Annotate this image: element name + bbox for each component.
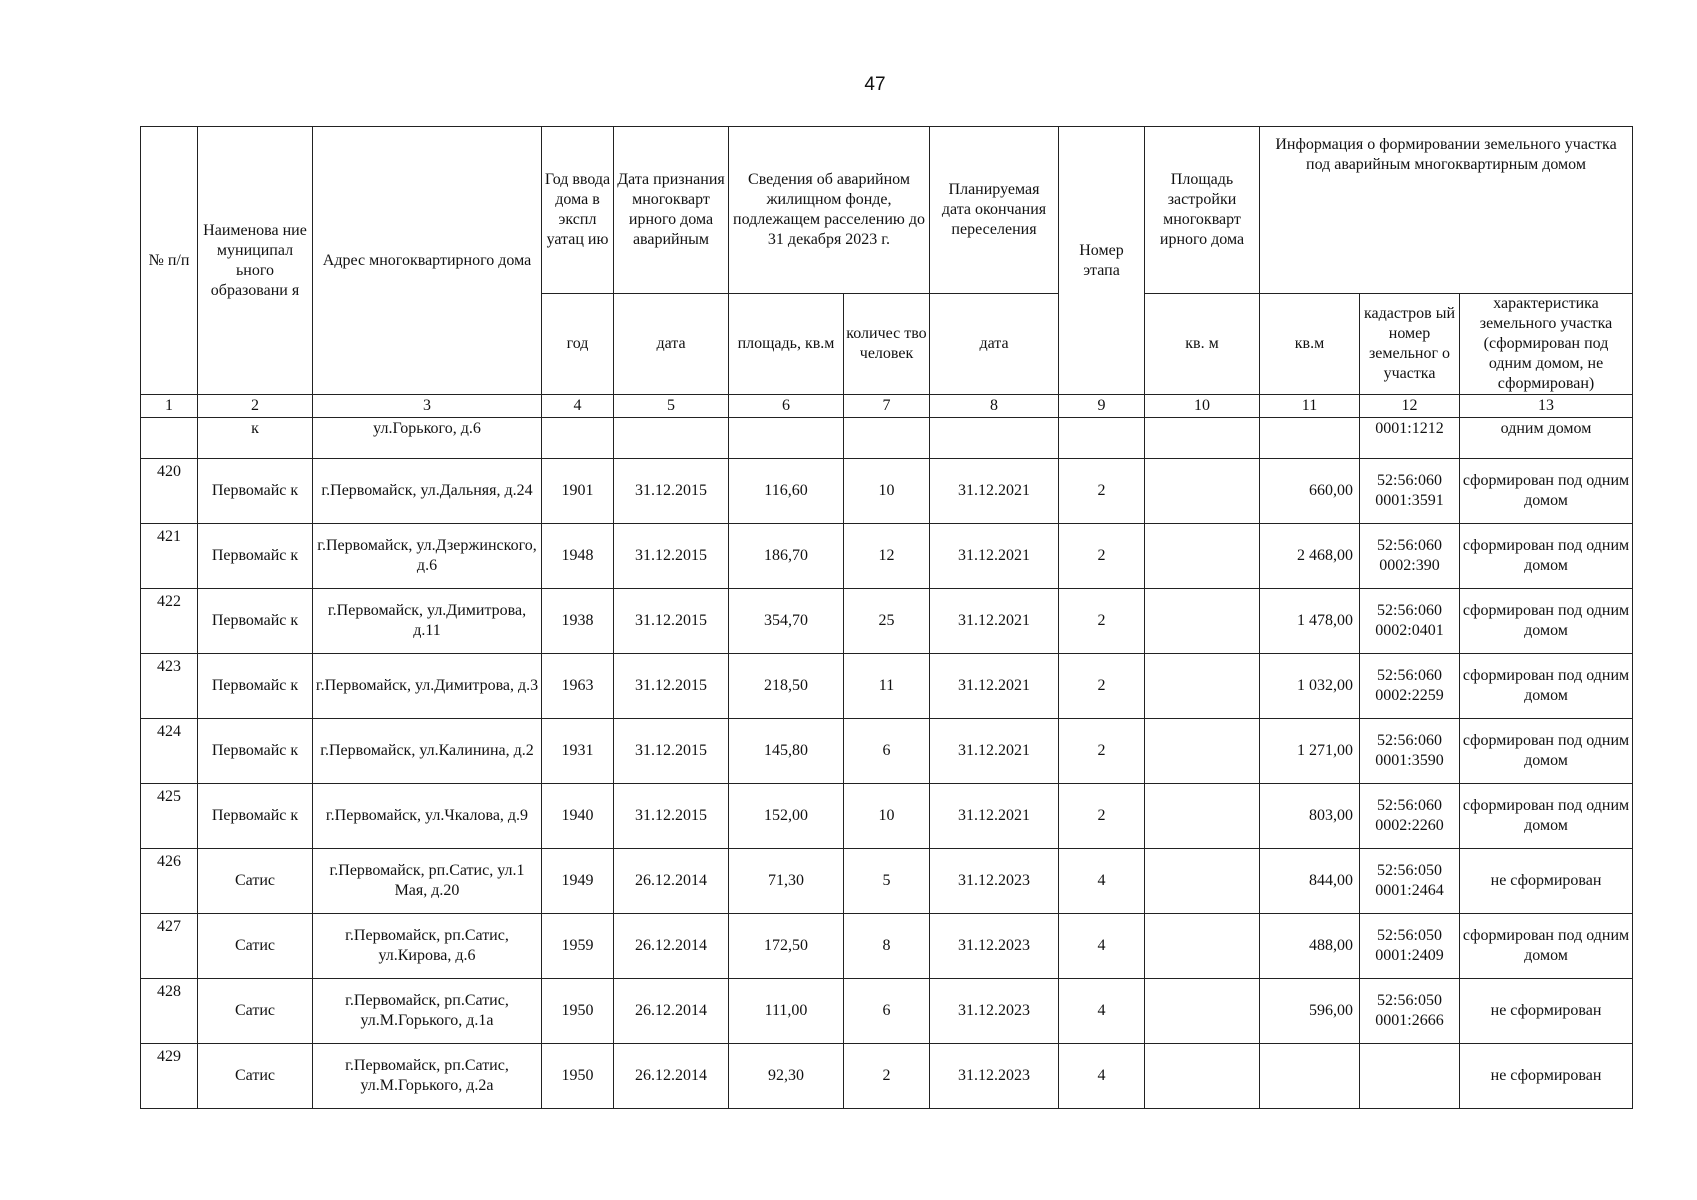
- column-number: 4: [542, 395, 614, 418]
- column-number: 13: [1460, 395, 1633, 418]
- cell-people: 10: [844, 459, 930, 524]
- cell-people: 6: [844, 719, 930, 784]
- column-number: 12: [1360, 395, 1460, 418]
- cell-building-area: [1145, 979, 1260, 1044]
- table-row: [141, 784, 1633, 849]
- cell-land-char: сформирован под одним домом: [1460, 784, 1633, 849]
- cell-address: г.Первомайск, ул.Димитрова, д.11: [313, 589, 542, 654]
- cell-building-area: [1145, 719, 1260, 784]
- cell-municipality: Первомайс к: [198, 654, 313, 719]
- cell-stage: 2: [1059, 459, 1145, 524]
- cell-municipality: Сатис: [198, 979, 313, 1044]
- cell-planned-end: 31.12.2021: [930, 654, 1059, 719]
- cell-land-area: [1260, 1044, 1360, 1109]
- cell-no: 425: [141, 784, 198, 849]
- cell-planned-end: 31.12.2023: [930, 849, 1059, 914]
- header-cadastral: кадастров ый номер земельног о участка: [1360, 294, 1460, 395]
- cell-recognition-date: 31.12.2015: [614, 524, 729, 589]
- cell-planned-end: 31.12.2021: [930, 589, 1059, 654]
- cell-recognition-date: 26.12.2014: [614, 849, 729, 914]
- cell-land-area: 660,00: [1260, 459, 1360, 524]
- unit-sqm2: кв.м: [1260, 294, 1360, 395]
- column-number: 9: [1059, 395, 1145, 418]
- cell-land-area: 2 468,00: [1260, 524, 1360, 589]
- cell-recognition-date: 31.12.2015: [614, 589, 729, 654]
- cell-building-area: [1145, 589, 1260, 654]
- cell-recognition-date: 31.12.2015: [614, 719, 729, 784]
- cell-municipality: Сатис: [198, 1044, 313, 1109]
- cell-cadastral: 52:56:060 0002:390: [1360, 524, 1460, 589]
- unit-date: дата: [614, 294, 729, 395]
- cell-year: 1963: [542, 654, 614, 719]
- cell-municipality: Первомайс к: [198, 784, 313, 849]
- cell-no: 420: [141, 459, 198, 524]
- cell-land-char: не сформирован: [1460, 1044, 1633, 1109]
- cell-building-area: [1145, 524, 1260, 589]
- cell-address: г.Первомайск, ул.Дальняя, д.24: [313, 459, 542, 524]
- unit-area: площадь, кв.м: [729, 294, 844, 395]
- column-number: 2: [198, 395, 313, 418]
- cell-address: г.Первомайск, рп.Сатис, ул.1 Мая, д.20: [313, 849, 542, 914]
- cell-planned-end: 31.12.2021: [930, 524, 1059, 589]
- cell-land-area: 1 271,00: [1260, 719, 1360, 784]
- cell-stage: 2: [1059, 784, 1145, 849]
- cell-land-char: сформирован под одним домом: [1460, 719, 1633, 784]
- continuation-row: [141, 418, 1633, 459]
- cell-recognition-date: 31.12.2015: [614, 654, 729, 719]
- cell-no: 429: [141, 1044, 198, 1109]
- cell-land-area: 488,00: [1260, 914, 1360, 979]
- cell-people: 6: [844, 979, 930, 1044]
- header-municipality: Наименова ние муниципал ьного образовани я: [198, 127, 313, 395]
- cell-recognition-date: 26.12.2014: [614, 979, 729, 1044]
- cell-year: 1938: [542, 589, 614, 654]
- column-number: 7: [844, 395, 930, 418]
- cell-people: 12: [844, 524, 930, 589]
- column-number: 3: [313, 395, 542, 418]
- column-number: 10: [1145, 395, 1260, 418]
- cell-address: г.Первомайск, ул.Дзержинского, д.6: [313, 524, 542, 589]
- column-number: 6: [729, 395, 844, 418]
- cell-municipality: Сатис: [198, 849, 313, 914]
- cell-year: 1950: [542, 979, 614, 1044]
- cell-land-char: сформирован под одним домом: [1460, 459, 1633, 524]
- cell-stage: 2: [1059, 524, 1145, 589]
- unit-people: количес тво человек: [844, 294, 930, 395]
- cell-cadastral: [1360, 1044, 1460, 1109]
- column-number: 5: [614, 395, 729, 418]
- table-row: [141, 849, 1633, 914]
- cell-no: 421: [141, 524, 198, 589]
- unit-date2: дата: [930, 294, 1059, 395]
- cell-year: 1931: [542, 719, 614, 784]
- cell-address: г.Первомайск, ул.Калинина, д.2: [313, 719, 542, 784]
- cell-stage: 4: [1059, 1044, 1145, 1109]
- cell-recognition-date: 31.12.2015: [614, 784, 729, 849]
- cell-no: 423: [141, 654, 198, 719]
- cell-cadastral: 52:56:060 0002:2259: [1360, 654, 1460, 719]
- cell-land-char: сформирован под одним домом: [1460, 914, 1633, 979]
- cell-area: 145,80: [729, 719, 844, 784]
- table-row: [141, 654, 1633, 719]
- cell-cadastral: 52:56:060 0001:3591: [1360, 459, 1460, 524]
- cell-municipality: Первомайс к: [198, 524, 313, 589]
- cell-year: 1950: [542, 1044, 614, 1109]
- cell-year: 1959: [542, 914, 614, 979]
- cell-cadastral: 52:56:050 0001:2464: [1360, 849, 1460, 914]
- column-number: 1: [141, 395, 198, 418]
- header-year-built: Год ввода дома в экспл уатац ию: [542, 127, 614, 294]
- cell-building-area: [1145, 654, 1260, 719]
- header-no: № п/п: [141, 127, 198, 395]
- cell-building-area: [1145, 1044, 1260, 1109]
- cell-stage: 4: [1059, 979, 1145, 1044]
- cell-municipality: Первомайс к: [198, 459, 313, 524]
- cell-area: 116,60: [729, 459, 844, 524]
- cell-year: 1940: [542, 784, 614, 849]
- header-row-main: [141, 127, 1633, 294]
- cell-address: г.Первомайск, рп.Сатис, ул.Кирова, д.6: [313, 914, 542, 979]
- header-building-area: Площадь застройки многокварт ирного дома: [1145, 127, 1260, 294]
- cell-building-area: [1145, 849, 1260, 914]
- cell-land-char: сформирован под одним домом: [1460, 654, 1633, 719]
- cell-planned-end: 31.12.2021: [930, 459, 1059, 524]
- cell-no: 426: [141, 849, 198, 914]
- cell-land-area: 803,00: [1260, 784, 1360, 849]
- cell-land-char: не сформирован: [1460, 979, 1633, 1044]
- cell-year: [542, 418, 614, 459]
- cell-recognition-date: [614, 418, 729, 459]
- cell-planned-end: [930, 418, 1059, 459]
- cell-cadastral: 52:56:050 0001:2409: [1360, 914, 1460, 979]
- header-planned-end: Планируемая дата окончания переселения: [930, 127, 1059, 294]
- cell-land-char: одним домом: [1460, 418, 1633, 459]
- cell-no: [141, 418, 198, 459]
- cell-building-area: [1145, 784, 1260, 849]
- cell-people: 10: [844, 784, 930, 849]
- header-stage: Номер этапа: [1059, 127, 1145, 395]
- cell-people: [844, 418, 930, 459]
- cell-land-char: сформирован под одним домом: [1460, 589, 1633, 654]
- cell-stage: 2: [1059, 719, 1145, 784]
- registry-body: [141, 418, 1633, 1109]
- cell-municipality: Первомайс к: [198, 719, 313, 784]
- cell-planned-end: 31.12.2023: [930, 979, 1059, 1044]
- cell-land-area: 1 032,00: [1260, 654, 1360, 719]
- housing-registry-table: [140, 126, 1633, 1109]
- cell-cadastral: 52:56:060 0002:0401: [1360, 589, 1460, 654]
- cell-area: 354,70: [729, 589, 844, 654]
- column-number: 8: [930, 395, 1059, 418]
- cell-area: 218,50: [729, 654, 844, 719]
- cell-people: 5: [844, 849, 930, 914]
- cell-area: 186,70: [729, 524, 844, 589]
- cell-stage: [1059, 418, 1145, 459]
- table-row: [141, 914, 1633, 979]
- table-row: [141, 719, 1633, 784]
- cell-no: 428: [141, 979, 198, 1044]
- cell-cadastral: 52:56:060 0002:2260: [1360, 784, 1460, 849]
- cell-address: г.Первомайск, ул.Димитрова, д.3: [313, 654, 542, 719]
- cell-stage: 4: [1059, 914, 1145, 979]
- cell-year: 1949: [542, 849, 614, 914]
- header-address: Адрес многоквартирного дома: [313, 127, 542, 395]
- cell-no: 427: [141, 914, 198, 979]
- column-numbers-row: [141, 395, 1633, 418]
- cell-cadastral: 0001:1212: [1360, 418, 1460, 459]
- cell-people: 2: [844, 1044, 930, 1109]
- cell-planned-end: 31.12.2021: [930, 719, 1059, 784]
- cell-stage: 2: [1059, 654, 1145, 719]
- cell-area: 152,00: [729, 784, 844, 849]
- cell-area: [729, 418, 844, 459]
- cell-year: 1901: [542, 459, 614, 524]
- page-number: 47: [864, 74, 886, 95]
- cell-recognition-date: 26.12.2014: [614, 914, 729, 979]
- cell-cadastral: 52:56:060 0001:3590: [1360, 719, 1460, 784]
- cell-no: 422: [141, 589, 198, 654]
- cell-area: 71,30: [729, 849, 844, 914]
- cell-building-area: [1145, 418, 1260, 459]
- unit-sqm: кв. м: [1145, 294, 1260, 395]
- cell-land-area: 1 478,00: [1260, 589, 1360, 654]
- cell-stage: 4: [1059, 849, 1145, 914]
- cell-recognition-date: 26.12.2014: [614, 1044, 729, 1109]
- cell-planned-end: 31.12.2023: [930, 1044, 1059, 1109]
- cell-address: г.Первомайск, рп.Сатис, ул.М.Горького, д.1а: [313, 979, 542, 1044]
- cell-stage: 2: [1059, 589, 1145, 654]
- cell-area: 92,30: [729, 1044, 844, 1109]
- header-fund-info: Сведения об аварийном жилищном фонде, подлежащем расселению до 31 декабря 2023 г.: [729, 127, 930, 294]
- cell-municipality: Сатис: [198, 914, 313, 979]
- table-row: [141, 979, 1633, 1044]
- cell-building-area: [1145, 459, 1260, 524]
- cell-municipality: Первомайс к: [198, 589, 313, 654]
- table-row: [141, 1044, 1633, 1109]
- cell-people: 25: [844, 589, 930, 654]
- header-land-char: характеристика земельного участка (сформирован под одним домом, не сформирован): [1460, 294, 1633, 395]
- cell-cadastral: 52:56:050 0001:2666: [1360, 979, 1460, 1044]
- unit-year: год: [542, 294, 614, 395]
- cell-planned-end: 31.12.2021: [930, 784, 1059, 849]
- cell-area: 111,00: [729, 979, 844, 1044]
- cell-people: 8: [844, 914, 930, 979]
- column-number: 11: [1260, 395, 1360, 418]
- cell-year: 1948: [542, 524, 614, 589]
- cell-address: ул.Горького, д.6: [313, 418, 542, 459]
- cell-address: г.Первомайск, рп.Сатис, ул.М.Горького, д.2а: [313, 1044, 542, 1109]
- cell-building-area: [1145, 914, 1260, 979]
- table-row: [141, 589, 1633, 654]
- header-land-info: Информация о формировании земельного участка под аварийным многоквартирным домом: [1260, 127, 1633, 294]
- cell-land-area: 596,00: [1260, 979, 1360, 1044]
- cell-people: 11: [844, 654, 930, 719]
- table-row: [141, 459, 1633, 524]
- cell-land-char: не сформирован: [1460, 849, 1633, 914]
- cell-land-area: 844,00: [1260, 849, 1360, 914]
- header-recognition-date: Дата признания многокварт ирного дома аварийным: [614, 127, 729, 294]
- table-row: [141, 524, 1633, 589]
- cell-land-area: [1260, 418, 1360, 459]
- cell-address: г.Первомайск, ул.Чкалова, д.9: [313, 784, 542, 849]
- cell-municipality: к: [198, 418, 313, 459]
- cell-recognition-date: 31.12.2015: [614, 459, 729, 524]
- cell-land-char: сформирован под одним домом: [1460, 524, 1633, 589]
- cell-no: 424: [141, 719, 198, 784]
- cell-planned-end: 31.12.2023: [930, 914, 1059, 979]
- cell-area: 172,50: [729, 914, 844, 979]
